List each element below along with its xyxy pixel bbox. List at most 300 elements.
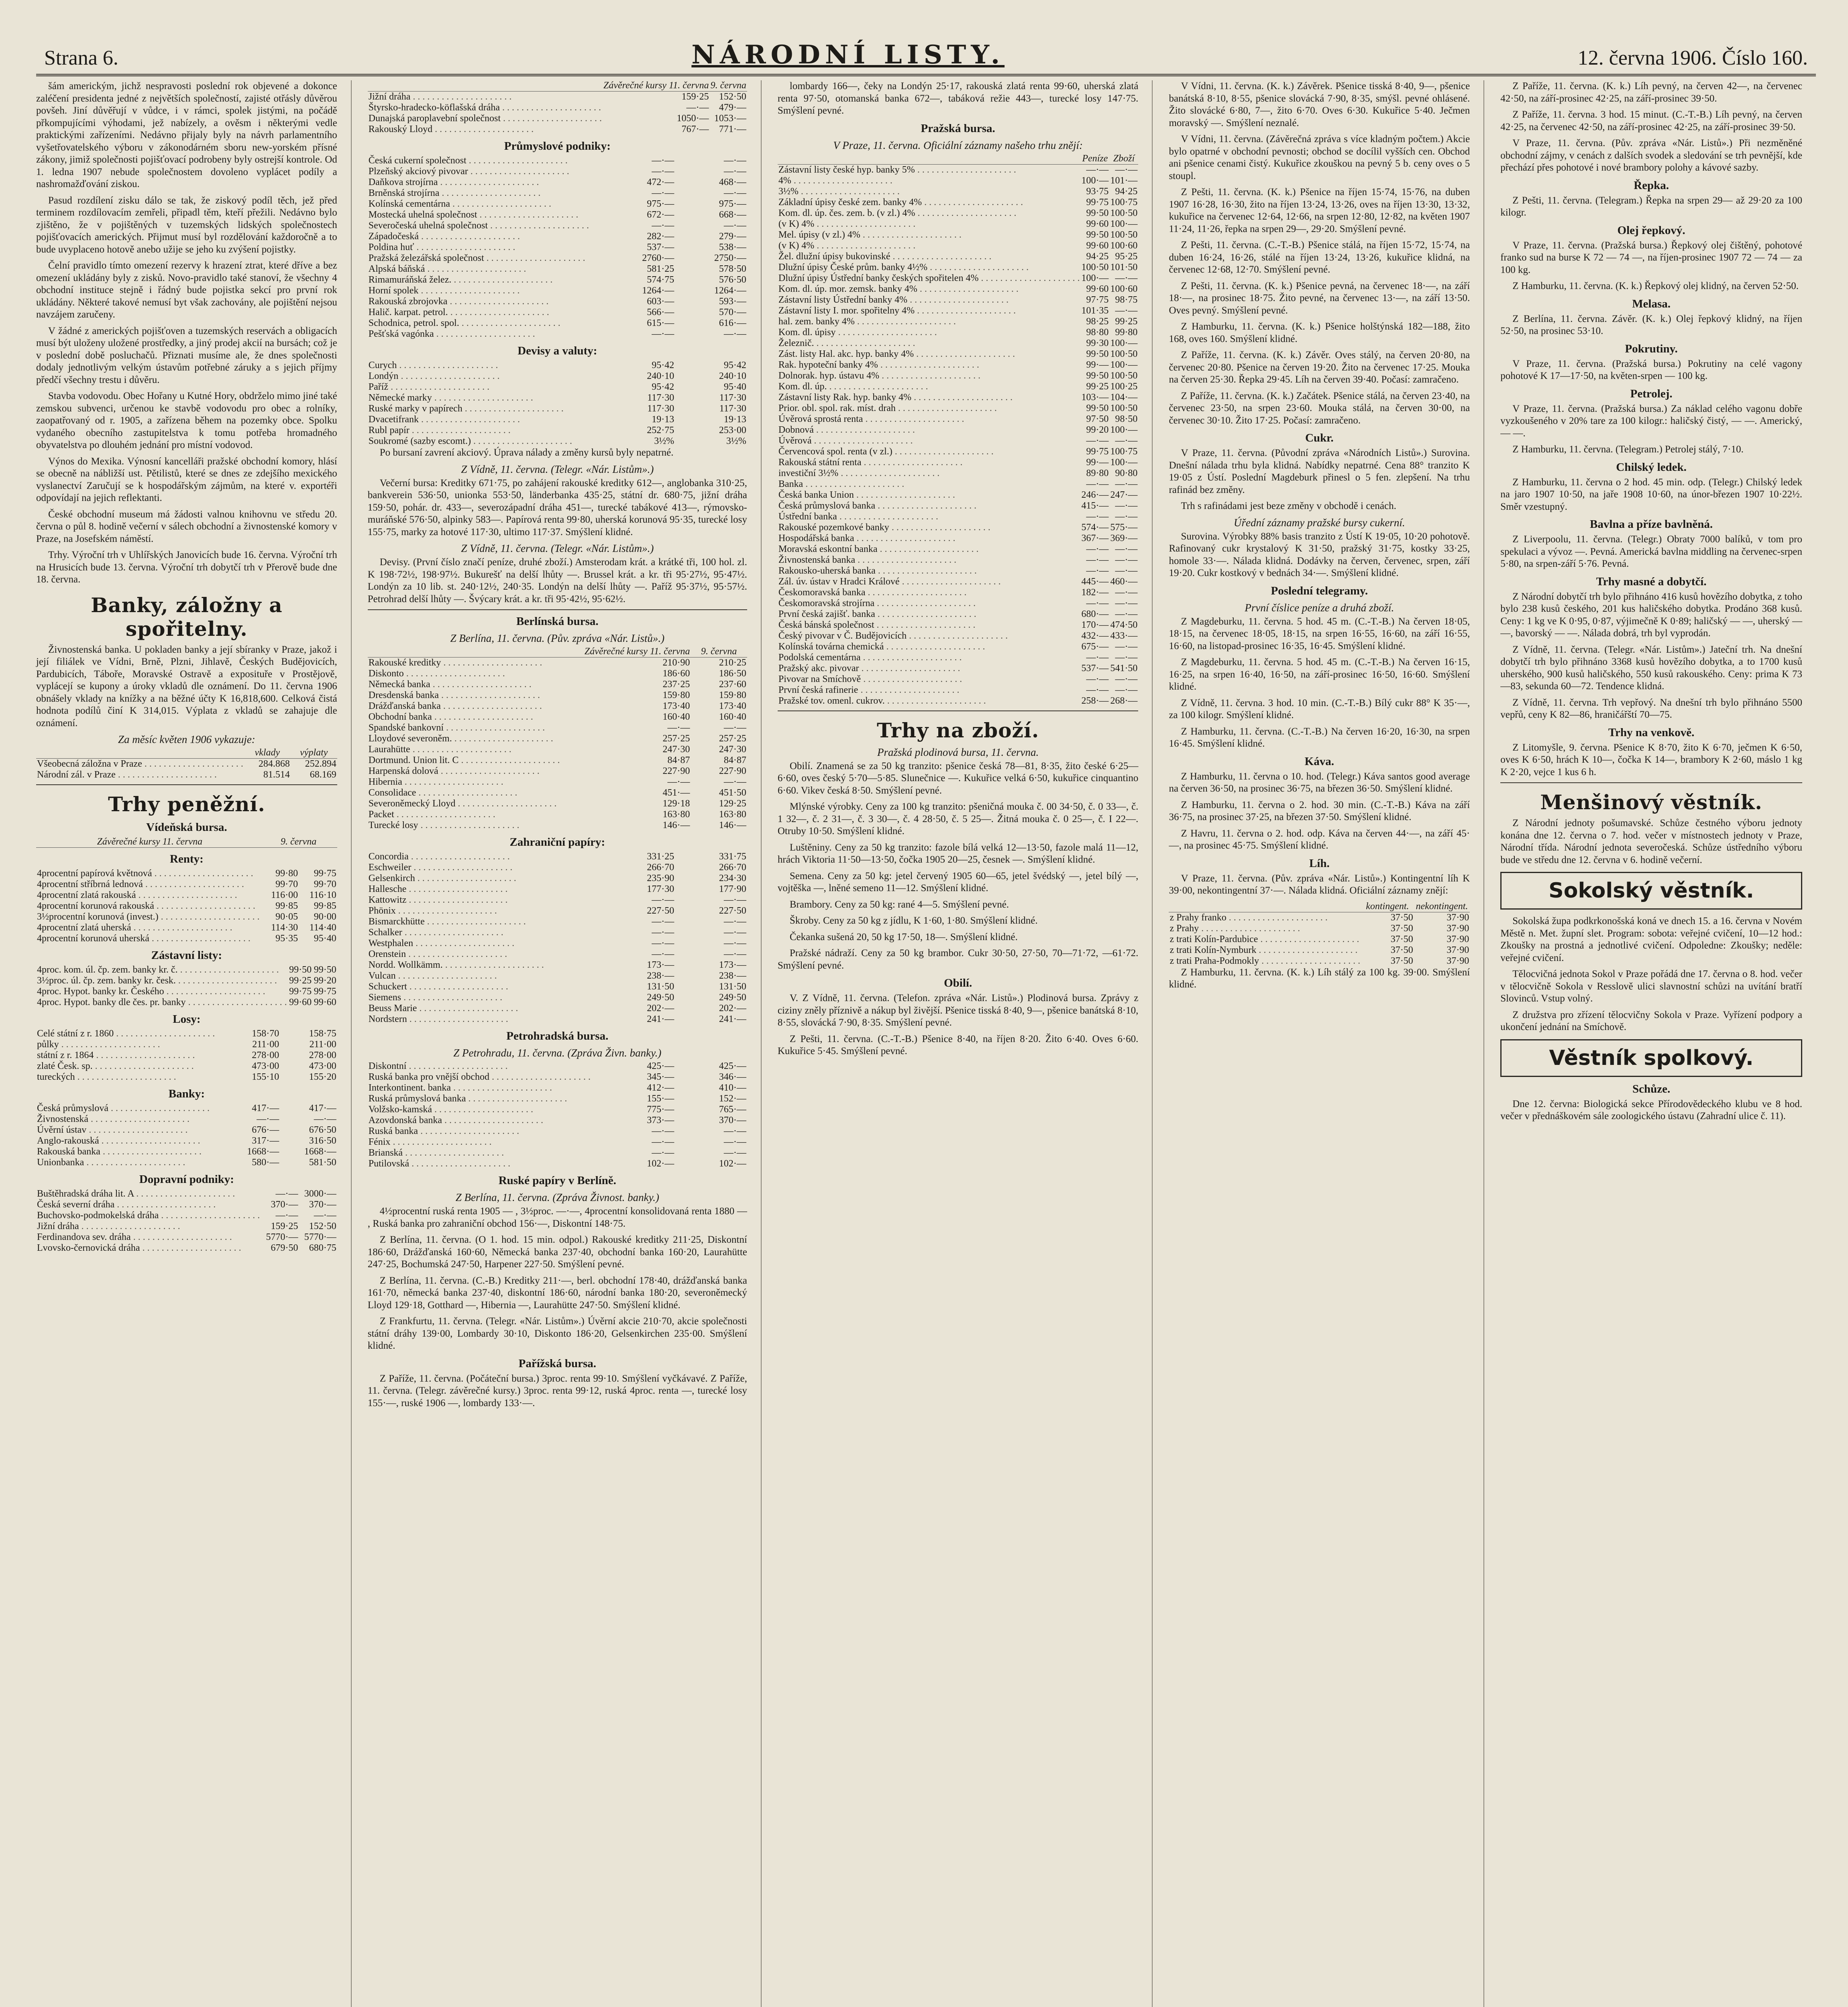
ruspap-subheading: Z Berlína, 11. června. (Zpráva Živnost. banky.) xyxy=(455,1191,659,1203)
lots-table xyxy=(36,1028,337,1083)
row-value: 5770·— xyxy=(304,1232,336,1242)
row-label: Diskontní . . . xyxy=(368,1061,603,1072)
table-row xyxy=(778,674,1139,685)
row-label: Pražské tov. omenl. cukrov. . . . xyxy=(778,696,1081,706)
table-row xyxy=(368,755,747,766)
row-label: Kolínská cementárna . . . xyxy=(368,199,603,210)
row-label: Gelsenkirch . . . xyxy=(368,873,603,884)
row-value: 99·85 xyxy=(314,901,336,911)
table-row xyxy=(778,544,1139,555)
table-row xyxy=(36,1146,337,1157)
paragraph: V. Z Vídně, 11. června. (Telefon. zpráva «Nár. Listů».) Plodinová bursa. Zprávy z ciziny zněly příznivě a nákup byl živější. Pšenice tisská 8·40, 9—, pšenice banátská 8·10, 8·55, slovácká 7·90, 8·35. Smýšlení pevné. xyxy=(777,993,1139,1028)
row-value: 99·60 xyxy=(289,997,312,1008)
money-table xyxy=(36,837,337,848)
row-value: 425·— xyxy=(719,1061,746,1071)
table-row xyxy=(778,631,1139,641)
paragraph: Z Paříže, 11. června. 3 hod. 15 minut. (C.-T.-B.) Líh pevný, na červen 42·25, na červenec 42·50, na září-prosinec 42·25, na září-prosinec 39·50. xyxy=(1500,109,1802,132)
paragraph: V Praze, 11. června. (Pův. zpráva «Nár. Listů».) Při nezměněné obchodní zájmy, v cenách z dalších svodek a sledování se trh pevnější, kde přechází přes pohotové i nové brambory polohy a kávové sazby. xyxy=(1500,138,1802,173)
table-row xyxy=(368,862,747,873)
rents-heading: Renty: xyxy=(170,853,204,865)
row-label: Curych . . . xyxy=(368,360,603,371)
petro-subheading: Z Petrohradu, 11. června. (Zpráva Živn. banky.) xyxy=(453,1047,662,1059)
table-row xyxy=(368,679,747,690)
col1-paragraph: Pasud rozdílení zisku dálo se tak, že ziskový podíl těch, jež před terminem rozdílovacím zemřeli, připadl těm, kteří přežili. Nedávno bylo zjištěno, že v pojištěných v tuzemských lidských společnostech pojišťovacích amerických. Přijmut musí byl rozdělování každoročně a to bude uvyplaceno hotově anebo užije se jeho ku zvýšení pojistky. xyxy=(36,195,337,255)
row-label: Českomoravská strojírna . . . xyxy=(778,598,1081,609)
paragraph: Z Pešti, 11. června. (K. k.) Pšenice pevná, na červenec 18·—, na září 18·—, na prosinec 18·75. Žito pevné, na červenec 13·—, na září 13·50. Oves pevný. Smýšlení pevné. xyxy=(1169,280,1470,316)
row-value: 99·75 xyxy=(314,868,336,879)
row-value: 100·50 xyxy=(1081,262,1109,273)
table-row xyxy=(778,219,1139,230)
paragraph: Z Hamburku, 11. června. (K. k.) Řepkový olej klidný, na červen 52·50. xyxy=(1512,281,1799,291)
row-label: Rubl papír . . . xyxy=(368,425,603,436)
paragraph: Tělocvičná jednota Sokol v Praze pořádá dne 17. června o 8. hod. večer v tělocvičně Sokola v Resslově ulici slavnostní schůzi na uvítání bratří Slovinců. Vstup volný. xyxy=(1500,969,1802,1004)
table-row xyxy=(368,275,747,285)
row-value: 668·— xyxy=(719,210,746,220)
row-label: Železnič. . . . xyxy=(778,338,1081,349)
row-value: 173·40 xyxy=(719,701,746,711)
row-value: 90·00 xyxy=(314,912,336,922)
row-label: Putilovská . . . xyxy=(368,1158,603,1169)
berlin3-paragraph: Z Berlína, 11. června. (O 1. hod. 15 min. odpol.) Rakouské kreditky 211·25, Diskontní 186·60, Drážďanská 160·60, Německá banka 237·40, obchodní banka 160·20, Laurahütte 247·25, Bochumská 247·50, Harpener 227·50. Smýšlení pevné. xyxy=(367,1234,747,1270)
table-row xyxy=(36,1199,337,1210)
coffee-heading: Káva. xyxy=(1304,755,1334,768)
row-value: 675·— xyxy=(1081,641,1109,652)
row-value: 93·75 xyxy=(1086,186,1109,197)
table-row xyxy=(368,820,747,831)
row-value: —·— xyxy=(1115,609,1138,619)
row-value: 37·90 xyxy=(1447,944,1469,955)
row-value: 410·— xyxy=(719,1083,746,1093)
row-value: 99·75 xyxy=(289,986,312,997)
row-value: 170·— xyxy=(1081,619,1109,630)
row-value: —·— xyxy=(314,1210,336,1221)
table-row xyxy=(36,933,337,944)
column-5 xyxy=(1500,80,1816,2007)
column-2 xyxy=(368,80,762,2007)
row-value: 566·— xyxy=(647,307,674,318)
row-label: Červencová spol. renta (v zl.) . . . xyxy=(778,446,1081,457)
row-value: 771·— xyxy=(719,124,746,134)
row-label: Drážďanská banka . . . xyxy=(368,701,584,712)
banks-paragraph: Živnostenská banka. U pokladen banky a její sbíranky v Praze, jakož i její filiálek ve Vídni, Brně, Plzni, Jihlavě, Českých Budějovicích, Pardubicích, Táboře, Moravské Ostravě a exposituře v Prostějově, vyplácejí se kupony a úroky vkladů dle oznámení. Do 11. června 1906 obnášely vklady na knížky a na běžné účty K 16,818,600. Celková čistá hodnota podílů činí K 314,015. Výplata z vkladů se zahajuje dle oznámení. xyxy=(36,644,337,729)
table-row xyxy=(36,1072,337,1083)
row-label: Dolnorak. hyp. ústavu 4% . . . xyxy=(778,370,1081,381)
row-value: 155·10 xyxy=(252,1072,279,1082)
row-value: 3½% xyxy=(726,436,746,446)
row-value: 98·80 xyxy=(1086,327,1109,338)
row-value: 237·25 xyxy=(662,679,690,690)
table-row xyxy=(778,197,1139,208)
table-row xyxy=(368,733,747,744)
coffee-paragraphs xyxy=(1169,771,1470,852)
paragraph: Z Národní dobytčí trh bylo přihnáno 416 kusů hovězího dobytka, z toho bylo 238 kusů českého, 201 kus haličského dobytka. Prodáno 368 kusů. Ceny: 1 kg ve K 0·95, 0·87, výjimečně K 0·89; haličský — —, uherský — —, bavorský — —. Nálada dobrá, trh byl vyprodán. xyxy=(1500,591,1802,639)
table-row xyxy=(36,759,337,770)
row-value: 5770·— xyxy=(266,1232,298,1242)
foreign-heading: Zahraniční papíry: xyxy=(509,836,605,849)
table-row xyxy=(368,403,747,414)
row-value: 247·30 xyxy=(719,744,746,755)
table-row xyxy=(368,393,747,403)
table-row xyxy=(368,949,747,960)
row-label: Spandské bankovní . . . xyxy=(368,723,584,733)
table-row xyxy=(778,403,1139,414)
table-row xyxy=(368,285,747,296)
table-row xyxy=(368,777,747,788)
row-value: 473·00 xyxy=(252,1061,279,1071)
row-value: 227·90 xyxy=(719,766,746,776)
row-label: Halič. karpat. petrol. . . . xyxy=(368,307,603,318)
row-label: Poldina huť . . . xyxy=(368,242,603,253)
row-value: —·— xyxy=(723,220,746,231)
row-label: Dlužní úpisy Ústřední banky českých spořitelen 4% . . . xyxy=(778,273,1081,284)
row-label: Rakouské kreditky . . . xyxy=(368,657,584,669)
row-label: Dortmund. Union lit. C . . . xyxy=(368,755,584,766)
row-value: 370·— xyxy=(271,1199,298,1210)
venkov-heading: Trhy na venkově. xyxy=(1608,726,1695,739)
table-row xyxy=(368,264,747,275)
row-label: zlaté Česk. sp. . . . xyxy=(36,1061,223,1072)
row-label: Rakouská státní renta . . . xyxy=(778,457,1081,468)
row-value: 177·30 xyxy=(647,884,674,894)
row-label: Moravská eskontní banka . . . xyxy=(778,544,1081,555)
row-value: 417·— xyxy=(309,1103,336,1113)
row-label: První česká zajišť. banka . . . xyxy=(778,609,1081,620)
row-label: Rakouská banka . . . xyxy=(36,1146,223,1157)
vienna-heading: Z Vídně, 11. června. (Telegr. «Nár. Listům».) xyxy=(461,463,654,475)
table-row xyxy=(368,177,747,188)
row-label: Živnostenská banka . . . xyxy=(778,555,1081,566)
row-value: 152·50 xyxy=(719,92,746,102)
table-row xyxy=(778,685,1139,696)
industry-table xyxy=(368,155,747,340)
row-value: 129·25 xyxy=(719,798,746,809)
row-label: Schalker . . . xyxy=(368,927,603,938)
table-row xyxy=(778,468,1139,479)
table-row xyxy=(778,425,1139,436)
menshina-heading: Menšinový věstník. xyxy=(1540,790,1762,814)
row-value: 99·60 xyxy=(1086,218,1109,229)
row-value: 100·75 xyxy=(1110,197,1138,208)
pledges-heading: Zástavní listy: xyxy=(151,949,222,962)
row-value: 451·50 xyxy=(719,788,746,798)
row-value: 581·25 xyxy=(647,264,674,274)
row-value: 102·— xyxy=(647,1158,674,1169)
row-label: Českomoravská banka . . . xyxy=(778,587,1081,598)
spolk-title: Věstník spolkový. xyxy=(1549,1046,1754,1070)
row-label: 4procentní korunová rakouská . . . xyxy=(36,901,261,912)
page-header xyxy=(36,28,1816,76)
table-row xyxy=(1169,934,1470,945)
row-label: Schuckert . . . xyxy=(368,981,603,992)
row-value: 258·— xyxy=(1081,695,1109,706)
row-value: 101·35 xyxy=(1081,305,1109,316)
row-label: Ruská banka . . . xyxy=(368,1126,603,1137)
row-value: 131·50 xyxy=(647,981,674,992)
col4-paragraphs xyxy=(1169,80,1470,427)
row-value: 235·90 xyxy=(647,873,674,883)
row-label: Česká banka Union . . . xyxy=(778,490,1081,501)
row-value: 19·13 xyxy=(652,414,674,425)
stat-col-b: výplaty xyxy=(291,747,337,759)
row-value: 99·75 xyxy=(314,986,336,997)
row-value: 345·— xyxy=(647,1072,674,1082)
molasses-paragraph: Z Berlína, 11. června. Závěr. (K. k.) Olej řepkový klidný, na říjen 52·50, na prosinec 53·10. xyxy=(1500,313,1802,336)
row-label: Kom. dl. úp. mor. zemsk. banky 4% . . . xyxy=(778,284,1081,295)
row-value: 249·50 xyxy=(719,992,746,1003)
row-label: Česká průmyslová banka . . . xyxy=(778,501,1081,511)
row-label: státní z r. 1864 . . . xyxy=(36,1050,223,1061)
row-value: 81.514 xyxy=(263,769,290,780)
table-row xyxy=(368,809,747,820)
ledek-heading: Chilský ledek. xyxy=(1616,460,1687,474)
row-value: 3000·— xyxy=(304,1189,336,1199)
cotton-paragraph: Z Liverpoolu, 11. června. (Telegr.) Obraty 7000 balíků, v tom pro spekulaci a vývoz —. Pevná. Americká bavlna middling na červenec-srpen 5·80, na srpen-září 5·76. Pevná. xyxy=(1500,534,1802,569)
col1-paragraph: šám americkým, jichž nespravosti poslední rok objevené a dokonce zaléčení presidenta jedné z největších společností, zajisté otřásly důvěrou povšeh. Jiní důvěřují v vůdce, i v rámci, spolek jistými, na počádě přkompujícími výhodami, jež nabízely, a ověsm i některými vedle praktickými zařízeními. Nedávno přijaly byly na návrh parlamentního vyšetřovatelského výboru v zákonodárném sboru new-yorském přísné zákony, jimiž společnosti pojišťovací podrobeny byly ostrejší kontrole. Od 1. ledna 1907 nebude společnostem dovoleno vyplácet podíly a nashromažďování ziskou. xyxy=(36,81,337,189)
table-row xyxy=(368,744,747,755)
row-value: 238·— xyxy=(647,971,674,981)
row-value: 100·75 xyxy=(1110,446,1138,457)
row-value: 98·75 xyxy=(1115,294,1138,305)
row-value: 247·30 xyxy=(662,744,690,755)
row-value: —·— xyxy=(652,1148,674,1158)
row-label: Zást. listy Hal. akc. hyp. banky 4% . . . xyxy=(778,349,1081,360)
row-value: 186·60 xyxy=(662,668,690,679)
row-label: Ruská banka pro vnější obchod . . . xyxy=(368,1072,603,1083)
table-row xyxy=(368,307,747,318)
table-row xyxy=(778,587,1139,598)
telegrams-paragraphs xyxy=(1169,616,1470,750)
row-value: 346·— xyxy=(719,1072,746,1082)
row-value: —·— xyxy=(1115,164,1138,175)
row-value: 100·— xyxy=(1110,359,1138,370)
row-value: 104·— xyxy=(1110,392,1138,403)
row-value: 100·50 xyxy=(1110,403,1138,413)
stat-rows xyxy=(36,759,337,781)
row-value: 331·75 xyxy=(719,851,746,862)
table-row xyxy=(778,273,1139,284)
row-value: 473·00 xyxy=(309,1061,336,1071)
spolk-paragraph: Dne 12. června: Biologická sekce Přírodovědeckého klubu ve 8 hod. večer v přednáškovém sále zoologického ústavu (Zahradní ulice č. 11). xyxy=(1500,1098,1802,1122)
table-row xyxy=(778,436,1139,446)
row-label: Zástavní listy Ústřední banky 4% . . . xyxy=(778,295,1081,305)
row-label: Anglo-rakouská . . . xyxy=(36,1136,223,1146)
row-value: —·— xyxy=(275,1210,298,1221)
table-row xyxy=(1169,956,1470,967)
row-value: 100·50 xyxy=(1110,370,1138,381)
table-row xyxy=(368,884,747,895)
ruspap-heading: Ruské papíry v Berlíně. xyxy=(498,1174,616,1187)
col1-paragraph: V žádné z amerických pojišťoven a tuzemských reservách a obligacích musí být uloženy uložené prostředky, a jiný prodej akcií na bursách; což je v poslední době posluchačů. Přiznati musíme ale, že dnes společnosti dodaly jednotlivým velkým ústavům potřebné záruky a s jejich příjmy předčí všechny trestu i důvěru. xyxy=(36,325,337,385)
row-value: 152·50 xyxy=(309,1221,336,1231)
row-value: 100·— xyxy=(1110,457,1138,468)
row-value: —·— xyxy=(723,723,746,733)
row-value: —·— xyxy=(1086,435,1109,446)
telegrams-heading: Poslední telegramy. xyxy=(1271,584,1368,597)
table-row xyxy=(368,690,747,701)
row-label: 4procentní korunová uherská . . . xyxy=(36,933,261,944)
row-label: 4% . . . xyxy=(778,175,1081,186)
table-row xyxy=(36,901,337,912)
banks-heading: Banky, záložny a spořitelny. xyxy=(91,593,283,641)
paragraph: Z Magdeburku, 11. června. 5 hod. 45 m. (C.-T.-B.) Na červen 18·05, 18·15, na červenec 18·05, 18·15, na srpen 16·55, 16·60, na září 16·55, 16·60, na listopad-prosinec 16·35, 16·45. Smýšlení klidné. xyxy=(1169,616,1470,651)
row-value: 114·30 xyxy=(271,922,298,933)
table-row xyxy=(778,186,1139,197)
table-row xyxy=(778,479,1139,490)
row-label: Pražský akc. pivovar . . . xyxy=(778,663,1081,674)
row-value: 99·25 xyxy=(1115,316,1138,327)
row-value: 227·90 xyxy=(662,766,690,776)
row-value: 117·30 xyxy=(719,393,746,403)
table-row xyxy=(368,242,747,253)
paragraph: Z Vídně, 11. června. Trh vepřový. Na dnešní trh bylo přihnáno 5500 vepřů, ceny K 82—86, hraničářští 70—75. xyxy=(1500,697,1802,720)
row-value: 460·— xyxy=(1110,576,1138,587)
row-label: 4proc. Hypot. banky dle čes. pr. banky . . . xyxy=(36,997,288,1008)
row-value: 672·— xyxy=(647,210,674,220)
row-label: Buštěhradská dráha lit. A . . . xyxy=(36,1189,261,1199)
table-row xyxy=(368,1104,747,1115)
table-row xyxy=(368,1137,747,1148)
table-row xyxy=(368,1093,747,1104)
row-value: 202·— xyxy=(647,1003,674,1014)
row-value: 37·90 xyxy=(1447,923,1469,934)
row-value: 210·25 xyxy=(719,657,746,668)
row-value: 99·70 xyxy=(275,879,298,890)
praha-heading: Pražská bursa. xyxy=(921,122,995,135)
row-label: 4proc. kom. úl. čp. zem. banky kr. č. . . . xyxy=(36,965,288,975)
col1-paragraph: Čelní pravidlo tímto omezení rezervy k hrazení ztrat, které dříve a bez omezení ukládány byly z zisků. Novo-pravidlo také stanoví, že všechny 4 obchodní instituce stejně i řádný bude pojistka sekcí pro první rok ukládány. Některé takové nemusí byt však zachovány, ale pojištění nejsou navzájem zaručeny. xyxy=(36,260,337,320)
table-row xyxy=(368,414,747,425)
table-row xyxy=(778,316,1139,327)
row-value: 159·80 xyxy=(719,690,746,700)
table-row xyxy=(36,1189,337,1199)
stat-table xyxy=(36,747,337,780)
row-label: Nordstern . . . xyxy=(368,1014,603,1025)
table-row xyxy=(36,1050,337,1061)
row-label: Bismarckhütte . . . xyxy=(368,916,603,927)
row-label: Phönix . . . xyxy=(368,906,603,916)
row-value: —·— xyxy=(1115,511,1138,522)
row-value: 425·— xyxy=(647,1061,674,1071)
row-value: 116·10 xyxy=(309,890,336,900)
row-value: 472·— xyxy=(647,177,674,187)
row-value: 100·— xyxy=(1081,273,1109,283)
row-value: 1668·— xyxy=(304,1146,336,1157)
row-value: —·— xyxy=(686,102,709,113)
masthead: NÁRODNÍ LISTY. xyxy=(691,40,1005,70)
row-value: 163·80 xyxy=(719,809,746,820)
row-value: 99·80 xyxy=(275,868,298,879)
grain-paragraphs xyxy=(778,992,1139,1058)
table-row xyxy=(368,927,747,938)
berlin4-paragraph: Z Berlína, 11. června. (C.-B.) Kreditky 211·—, berl. obchodní 178·40, drážďanská banka 161·70, německá banka 237·40, diskontní 186·60, národní banka 180·20, severoněmecký Lloyd 129·18, Gotthard —, Hibernia —, Laurahütte 247·50. Smýšlení klidné. xyxy=(367,1275,747,1311)
column-3 xyxy=(778,80,1153,2007)
row-value: —·— xyxy=(1115,652,1138,663)
table-row xyxy=(36,1039,337,1050)
table-row xyxy=(368,155,747,166)
paragraph: Sokolská župa podkrkonošská koná ve dnech 15. a 16. června v Novém Městě n. Met. župní slet. Program: sobota: veřejné cvičení, 10—12 hod.: Zkoušky na prostná a jednotlivé cvičení. Odpoledne: Zkoušky; neděle: veřejné cvičení. xyxy=(1500,916,1802,963)
row-label: z trati Praha-Podmokly . . . xyxy=(1169,956,1361,967)
table-row xyxy=(778,490,1139,501)
row-value: —·— xyxy=(652,188,674,198)
row-value: 433·— xyxy=(1110,630,1138,641)
row-value: 252.894 xyxy=(305,759,336,769)
paragraph: Z Pešti, 11. června. (C.-T.-B.) Pšenice 8·40, na říjen 8·20. Žito 6·40. Oves 6·60. Kukuřice 5·45. Smýšlení pevné. xyxy=(777,1033,1139,1056)
row-label: Česká průmyslová . . . xyxy=(36,1103,223,1114)
row-value: 99·20 xyxy=(314,975,336,986)
row-value: 100·— xyxy=(1110,338,1138,348)
row-value: 246·— xyxy=(1081,489,1109,500)
row-value: 99·85 xyxy=(275,901,298,911)
row-value: —·— xyxy=(1086,652,1109,663)
table-row xyxy=(368,436,747,447)
lots-heading: Losy: xyxy=(173,1013,201,1026)
goods-subheading: Pražská plodinová bursa, 11. června. xyxy=(877,746,1039,758)
money-header-row: Závěrečné kursy 11. června 9. června xyxy=(36,837,337,848)
row-label: Rakouská zbrojovka . . . xyxy=(368,296,603,307)
row-value: 278·00 xyxy=(252,1050,279,1060)
table-row xyxy=(36,975,337,986)
row-label: Hallesche . . . xyxy=(368,884,603,895)
row-value: 99·70 xyxy=(314,879,336,890)
row-value: 155·20 xyxy=(309,1072,336,1082)
row-value: —·— xyxy=(652,155,674,166)
paragraph: V Praze, 11. června. (Pražská bursa.) Za náklad celého vagonu dobře vyzkoušeného v 20% tare za 100 kilogr.: haličský čistý, — —. Americký, — —. xyxy=(1500,403,1802,439)
row-value: 284.868 xyxy=(258,759,290,769)
row-value: 94·25 xyxy=(1086,251,1109,262)
industry-heading: Průmyslové podniky: xyxy=(504,140,611,153)
row-value: —·— xyxy=(1115,554,1138,565)
row-label: půlky . . . xyxy=(36,1039,223,1050)
goods-paragraphs xyxy=(778,760,1139,972)
row-value: 97·75 xyxy=(1086,294,1109,305)
row-value: 95·42 xyxy=(652,382,674,392)
table-row xyxy=(368,425,747,436)
table-row xyxy=(368,124,747,135)
row-value: 676·50 xyxy=(309,1125,336,1135)
row-label: Zástavní listy I. mor. spořitelny 4% . . . xyxy=(778,305,1081,316)
stat-header-row xyxy=(36,747,337,759)
row-label: Soukromé (sazby escomt.) . . . xyxy=(368,436,603,447)
rents-table xyxy=(36,868,337,944)
row-label: Diskonto . . . xyxy=(368,668,584,679)
paragraph: Z Paříže, 11. června. (K. k.) Začátek. Pšenice stálá, na červen 23·40, na červenec 23·50, na srpen 23·60. Mouka stálá, na červen 30·00, na červenec 30·10. Žito 17·25. Počasí: zamračeno. xyxy=(1169,390,1470,426)
bankstocks-heading: Banky: xyxy=(168,1087,205,1100)
row-value: 98·50 xyxy=(1115,413,1138,424)
row-label: Dvacetifrank . . . xyxy=(368,414,603,425)
row-label: z trati Kolín-Pardubice . . . xyxy=(1169,934,1361,945)
row-value: 541·50 xyxy=(1110,663,1138,674)
row-value: —·— xyxy=(723,188,746,198)
row-label: Kolínská továrna chemická . . . xyxy=(778,641,1081,652)
table-row xyxy=(368,188,747,199)
table-row xyxy=(368,166,747,177)
table-row xyxy=(368,1061,747,1072)
row-value: 160·40 xyxy=(719,712,746,722)
table-row xyxy=(368,938,747,949)
paragraph: Z Hamburku, 11. června o 2. hod. 30 min. (C.-T.-B.) Káva na září 36·75, na prosinec 37·25, na březen 37·50. Smýšlení klidné. xyxy=(1169,799,1470,822)
col1-paragraphs xyxy=(36,80,337,586)
row-value: 238·— xyxy=(719,971,746,981)
vienna-paragraph: Večerní bursa: Kreditky 671·75, po zahájení rakouské kreditky 612—, anglobanka 310·25, bankverein 536·50, unionka 553·50, länderbanka 435·25, státní dr. 680·75, jižní dráha 159·50, pohár. dr. 433—, severozápadní dráha 451—, turecké tabákové 413—, rýmovsko-muráňské 576·50, alpinky 583—. Papírová renta 99·80, uherská korunová 95·35, turecké losy 155·75, marky za hotové 117·30, ultimo 117·37. Smýšlení klidné. xyxy=(367,477,747,537)
table-row xyxy=(368,253,747,264)
pledges-table xyxy=(36,965,337,1008)
row-value: 616·— xyxy=(719,318,746,328)
row-label: Obchodní banka . . . xyxy=(368,712,584,723)
row-value: 95·25 xyxy=(1115,251,1138,262)
row-value: —·— xyxy=(723,1137,746,1147)
row-value: —·— xyxy=(1115,435,1138,446)
table-row xyxy=(36,1103,337,1114)
